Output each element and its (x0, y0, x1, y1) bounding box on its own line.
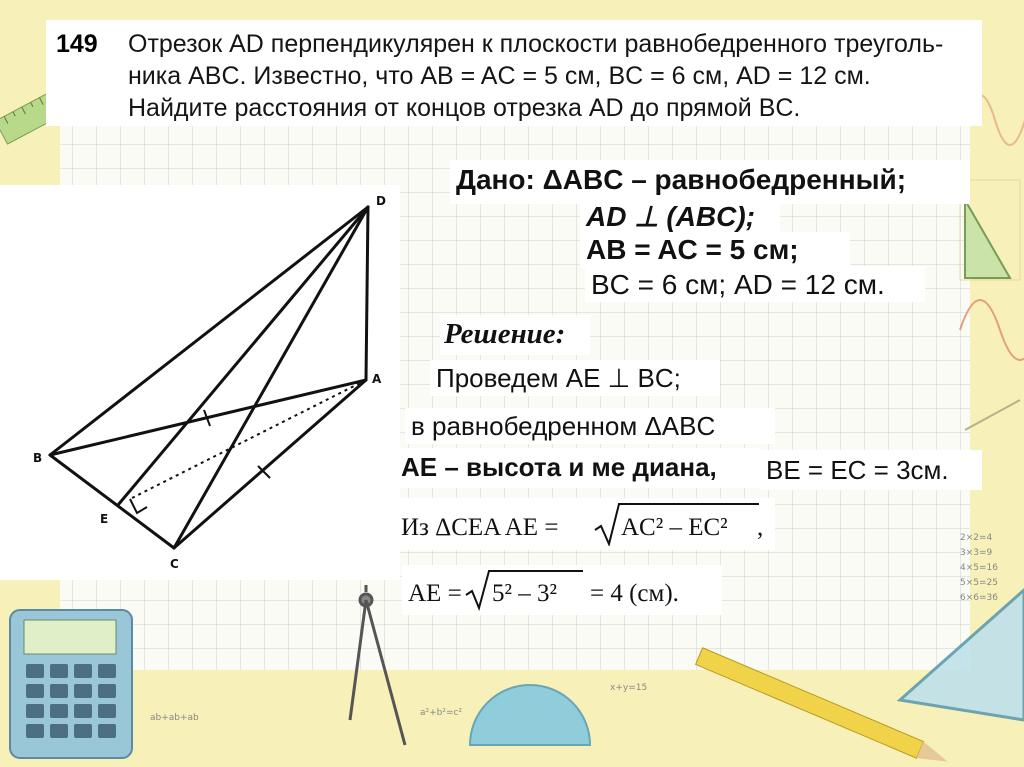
label-a: A (372, 372, 382, 386)
problem-line-1: Отрезок AD перпендикулярен к плоскости равнобедренного треуголь- (128, 30, 944, 58)
solution-step-1: Проведем AE ⊥ BC; (436, 363, 681, 393)
label-d: D (376, 194, 386, 208)
figure-panel (0, 185, 400, 580)
svg-text:5×5=25: 5×5=25 (960, 578, 998, 588)
given-line-4: BC = 6 см; AD = 12 см. (591, 269, 885, 300)
solution-heading: Решение: (444, 318, 566, 350)
solution-step-4-prefix: Из ΔCEA AE = (401, 514, 559, 541)
solution-step-3b: BE = EC = 3см. (766, 455, 949, 485)
solution-step-1-box (430, 360, 720, 396)
svg-text:x+y=15: x+y=15 (610, 683, 648, 693)
solution-step-3b-box (760, 450, 982, 490)
calculator-icon (10, 610, 132, 758)
svg-text:6×6=36: 6×6=36 (960, 593, 998, 603)
edge-de (118, 207, 368, 505)
label-e: E (100, 512, 109, 526)
problem-line-2: ника ABC. Известно, что AB = AC = 5 см, BC = 6 см, AD = 12 см. (128, 62, 871, 90)
given-line-1: Дано: ΔABC – равнобедренный; (456, 164, 907, 195)
label-b: B (33, 451, 43, 465)
solution-step-5-box (402, 565, 722, 615)
svg-text:a²+b²=c²: a²+b²=c² (420, 708, 463, 718)
solution-heading-box (440, 315, 590, 355)
right-angle-mark (130, 499, 147, 513)
pyramid-figure (0, 185, 400, 580)
solution-step-5-suffix: = 4 (см). (590, 580, 679, 607)
given-line-2: AD ⊥ (ABC); (586, 201, 756, 232)
solution-step-3: AE – высота и ме диана, (401, 452, 717, 482)
edge-da (366, 207, 368, 380)
given-line-1-box (450, 160, 970, 204)
solution-step-4-radicand: AC² – EC² (621, 514, 728, 541)
problem-number: 149 (56, 30, 98, 58)
svg-text:2×2=4: 2×2=4 (960, 533, 993, 543)
given-line-3-box (580, 232, 850, 268)
given-line-3: AB = AC = 5 см; (586, 234, 799, 265)
solution-step-4-suffix: , (757, 514, 764, 541)
solution-step-5-prefix: AE = (408, 580, 462, 607)
solution-step-4-box (395, 498, 775, 550)
solution-step-5-radicand: 5² – 3² (492, 580, 557, 607)
given-line-2-box (580, 199, 780, 235)
given-line-4-box (585, 266, 925, 302)
solution-step-2-box (405, 408, 775, 444)
problem-line-3: Найдите расстояния от концов отрезка AD до прямой BC. (128, 94, 801, 122)
edge-dc (174, 207, 368, 548)
svg-text:4×5=16: 4×5=16 (960, 563, 998, 573)
problem-statement (46, 20, 982, 126)
svg-text:ab+ab+ab: ab+ab+ab (150, 713, 199, 723)
label-c: C (170, 557, 179, 571)
segment-ae (130, 380, 366, 499)
solution-step-3-box (395, 448, 760, 488)
solution-step-2: в равнобедренном ΔABC (411, 411, 716, 441)
svg-text:3×3=9: 3×3=9 (960, 548, 993, 558)
edge-bc (50, 455, 174, 548)
